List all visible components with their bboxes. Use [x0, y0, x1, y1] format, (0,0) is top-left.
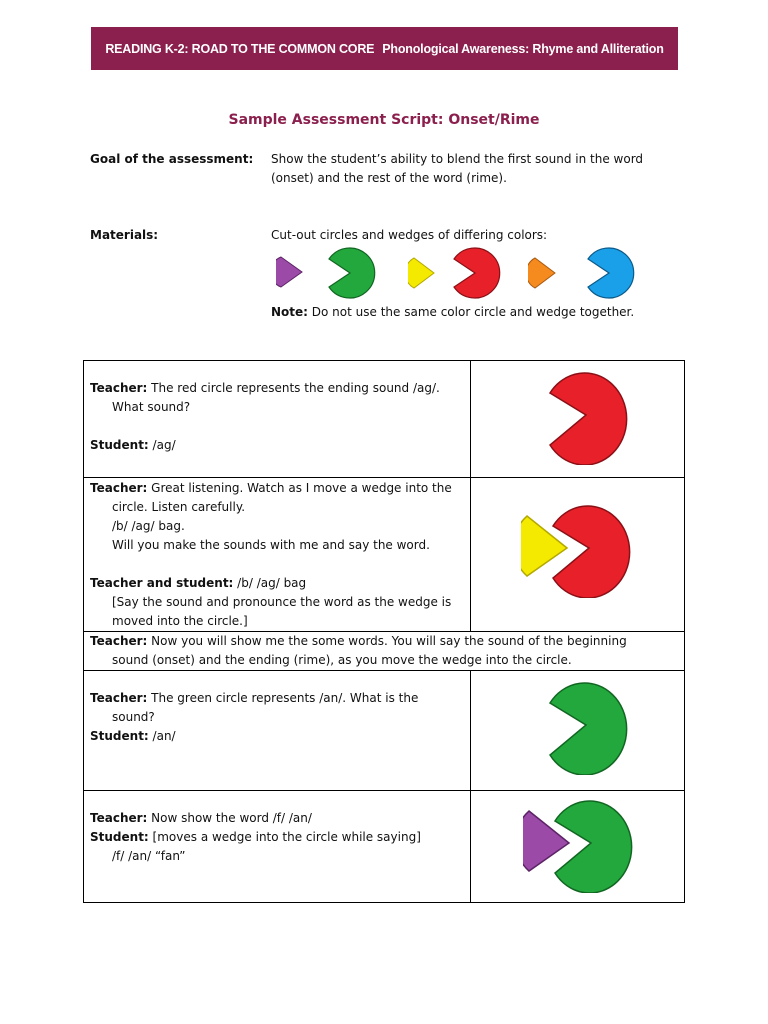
script-cell: [84, 791, 471, 903]
student-label: Student:: [90, 729, 149, 743]
illustration-cell: [471, 478, 685, 632]
table-row: [84, 478, 685, 632]
red-circle-icon: [544, 365, 634, 465]
teacher-line: Will you make the sounds with me and say the word.: [112, 538, 430, 552]
student-line: [moves a wedge into the circle while saying]: [148, 830, 421, 844]
yellow-wedge-icon: [408, 255, 438, 293]
student-line: /f/ /an/ “fan”: [112, 849, 186, 863]
banner-series-title: READING K-2: ROAD TO THE COMMON CORE: [105, 41, 375, 56]
illustration-cell: [471, 671, 685, 791]
teacher-label: Teacher:: [90, 481, 148, 495]
teacher-label: Teacher:: [90, 811, 148, 825]
student-label: Student:: [90, 830, 149, 844]
red-circle-with-yellow-wedge-icon: [521, 498, 636, 598]
teacher-line: The green circle represents /an/. What is the: [147, 691, 419, 705]
teacher-label: Teacher:: [90, 691, 148, 705]
page-title: Sample Assessment Script: Onset/Rime: [228, 112, 540, 128]
note-text: Do not use the same color circle and wedge together.: [307, 305, 635, 319]
teacher-and-student-line: /b/ /ag/ bag: [233, 576, 307, 590]
teacher-line: sound?: [112, 710, 155, 724]
blue-circle-icon: [585, 245, 637, 301]
instruction-line: [Say the sound and pronounce the word as the wedge is: [112, 595, 452, 609]
banner-topic-title: Phonological Awareness: Rhyme and Alliteration: [382, 41, 664, 56]
teacher-line: sound (onset) and the ending (rime), as you move the wedge into the circle.: [112, 653, 572, 667]
assessment-script-table: [83, 360, 685, 903]
script-cell: [84, 671, 471, 791]
script-cell: [84, 361, 471, 478]
instruction-line: moved into the circle.]: [112, 614, 248, 628]
green-circle-with-purple-wedge-icon: [523, 793, 638, 893]
table-row: [84, 361, 685, 478]
student-line: /an/: [148, 729, 176, 743]
table-row: [84, 632, 685, 671]
table-row: [84, 671, 685, 791]
teacher-line: Great listening. Watch as I move a wedge into the: [147, 481, 452, 495]
teacher-and-student-label: Teacher and student:: [90, 576, 234, 590]
materials-note: [271, 303, 634, 322]
student-label: Student:: [90, 438, 149, 452]
goal-text: [271, 150, 643, 188]
teacher-line: circle. Listen carefully.: [112, 500, 246, 514]
illustration-cell: [471, 361, 685, 478]
note-label: Note:: [271, 305, 308, 319]
orange-wedge-icon: [528, 255, 558, 293]
student-line: /ag/: [148, 438, 176, 452]
materials-text: Cut-out circles and wedges of differing colors:: [271, 228, 548, 242]
script-cell: [84, 632, 685, 671]
table-row: [84, 791, 685, 903]
illustration-cell: [471, 791, 685, 903]
teacher-line: What sound?: [112, 400, 191, 414]
script-cell: [84, 478, 471, 632]
teacher-line: /b/ /ag/ bag.: [112, 519, 185, 533]
materials-label: Materials:: [90, 228, 159, 242]
goal-line-2: (onset) and the rest of the word (rime).: [271, 171, 507, 185]
header-banner: [91, 27, 678, 70]
teacher-label: Teacher:: [90, 634, 148, 648]
green-circle-icon: [326, 245, 378, 301]
goal-line-1: Show the student’s ability to blend the first sound in the word: [271, 152, 644, 166]
teacher-line: Now show the word /f/ /an/: [147, 811, 312, 825]
purple-wedge-icon: [276, 253, 306, 293]
green-circle-icon: [544, 675, 634, 775]
teacher-line: The red circle represents the ending sound /ag/.: [147, 381, 440, 395]
teacher-label: Teacher:: [90, 381, 148, 395]
goal-label: Goal of the assessment:: [90, 152, 254, 166]
teacher-line: Now you will show me the some words. You will say the sound of the beginning: [147, 634, 627, 648]
red-circle-icon: [451, 245, 503, 301]
